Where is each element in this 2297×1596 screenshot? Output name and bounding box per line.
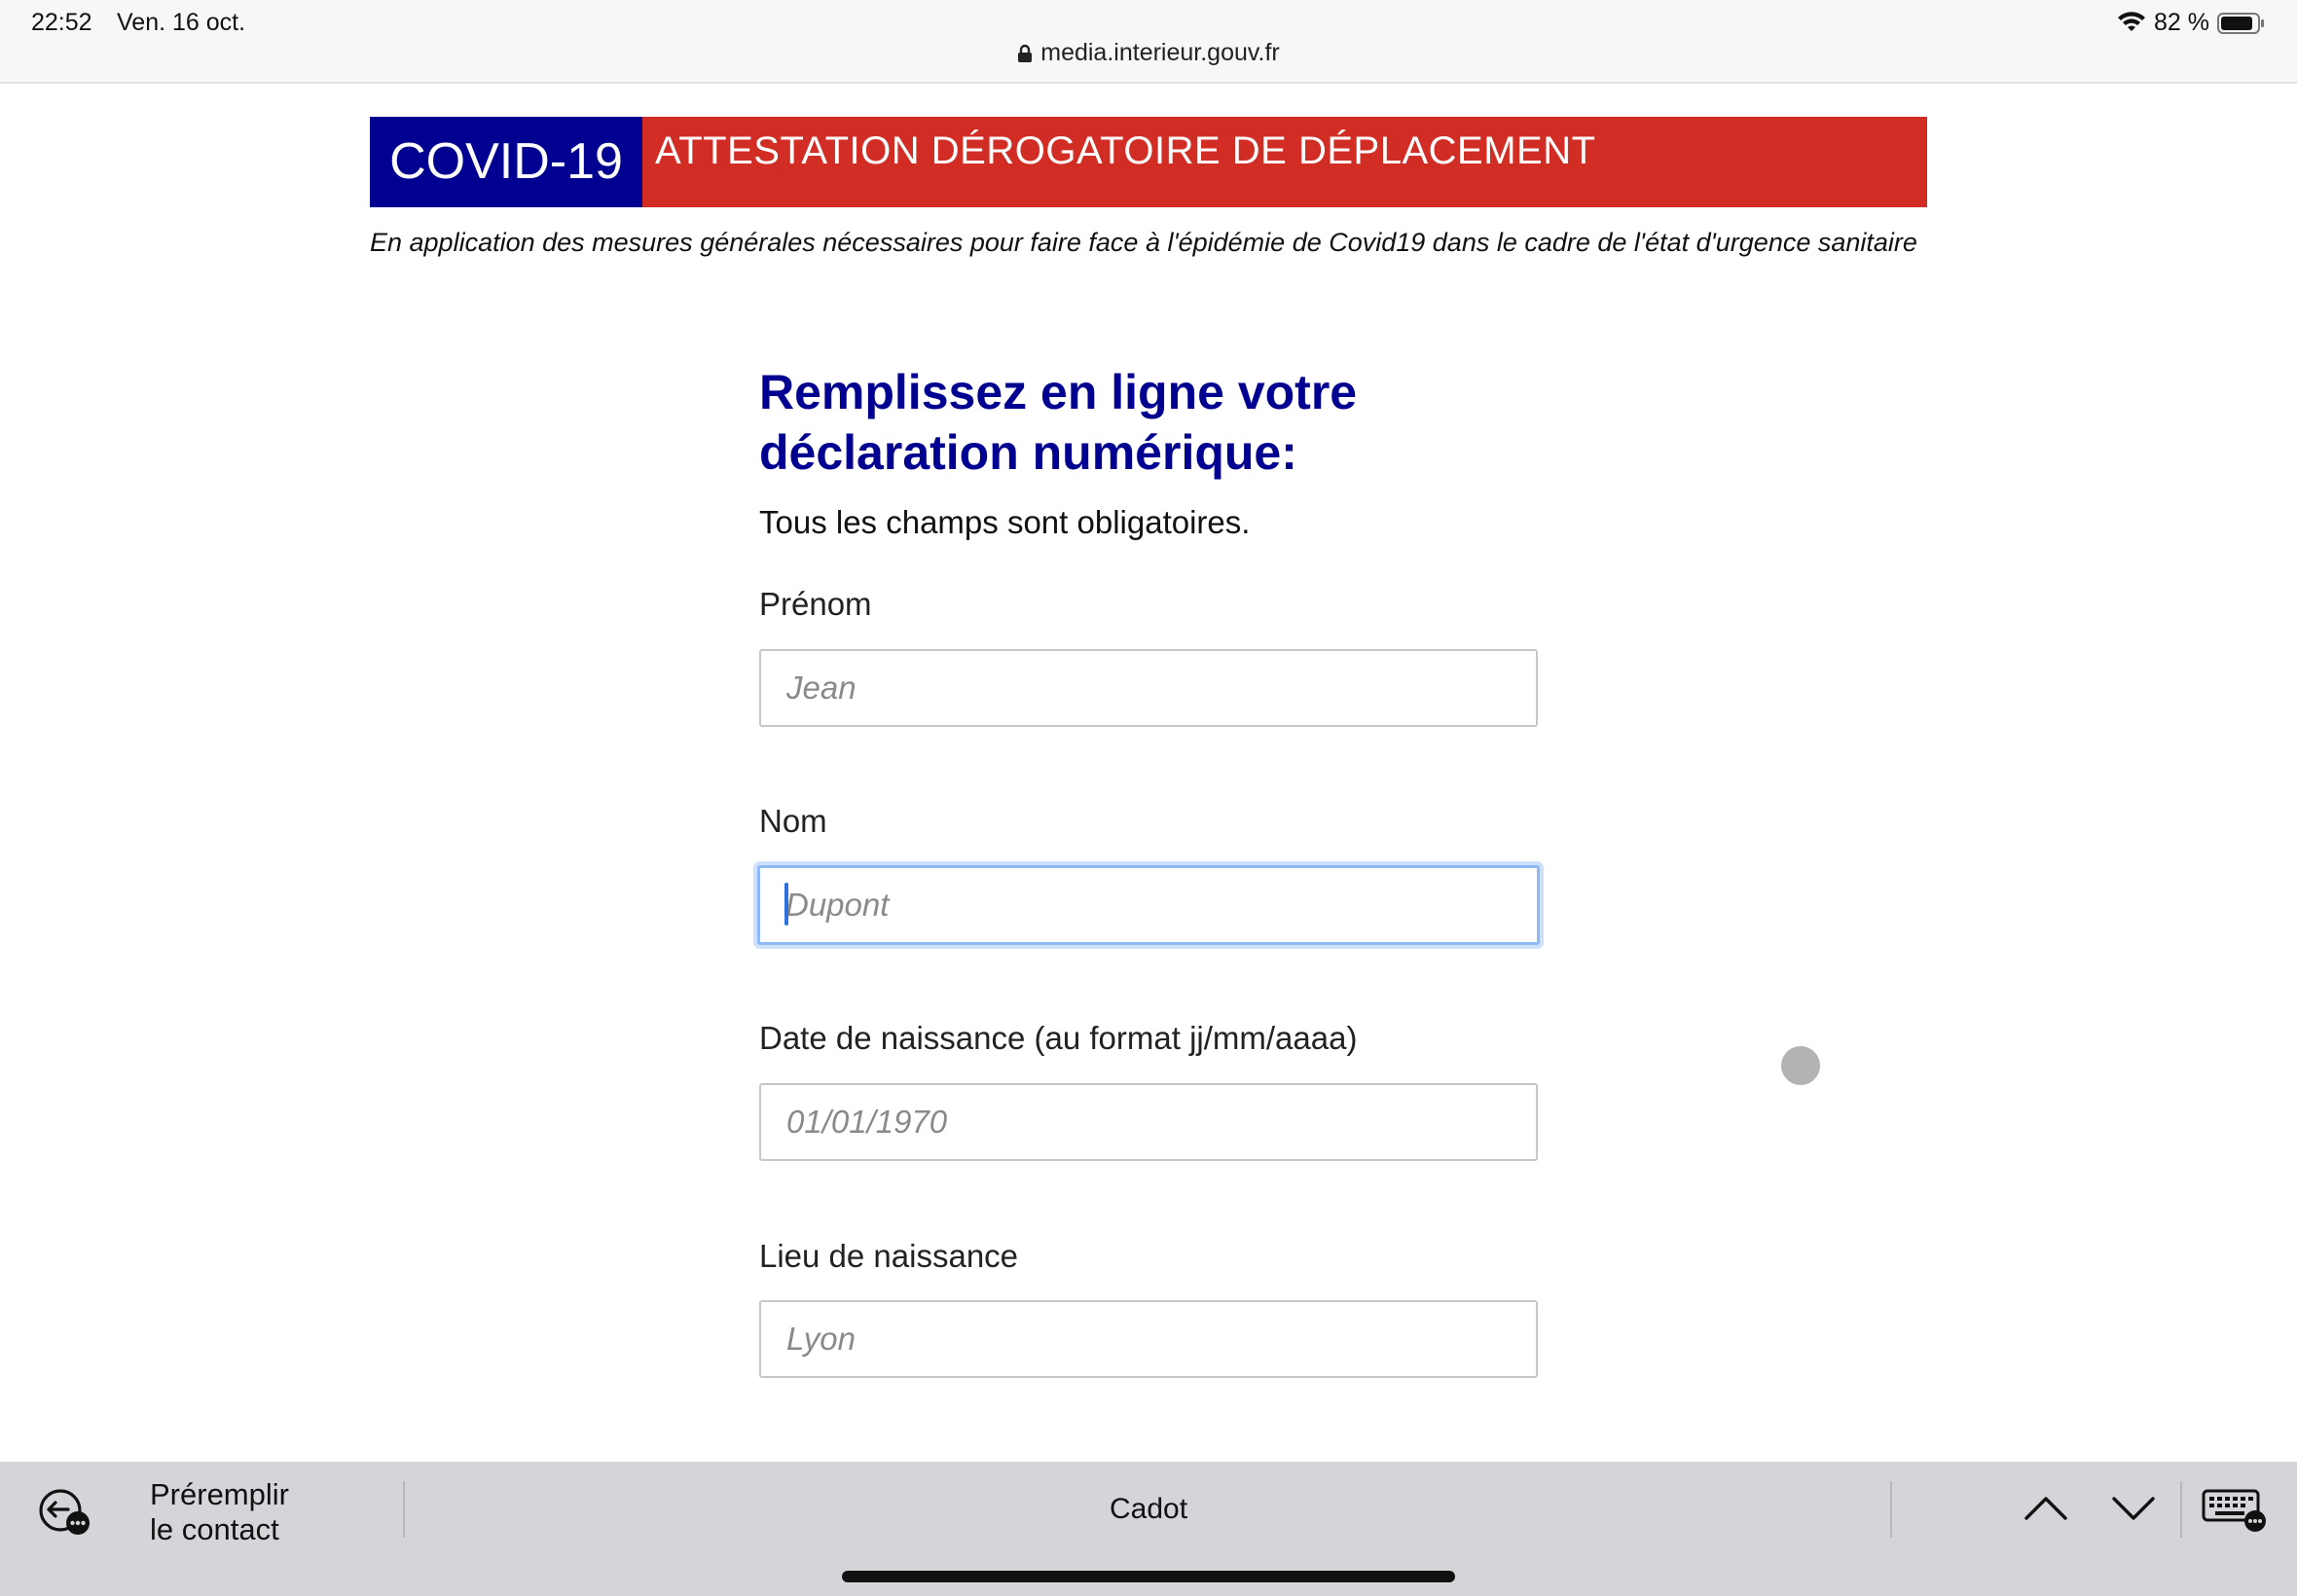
status-indicators (2117, 9, 2266, 37)
chevron-down-icon[interactable] (2110, 1489, 2157, 1533)
prefill-line2: le contact (150, 1512, 279, 1546)
birthdate-label: Date de naissance (au format jj/mm/aaaa) (759, 1020, 1358, 1056)
lastname-input[interactable] (757, 865, 1540, 945)
separator (1890, 1481, 1892, 1538)
lock-icon (1017, 42, 1033, 70)
birthplace-label: Lieu de naissance (759, 1238, 1019, 1274)
keyboard-icon[interactable] (2202, 1487, 2268, 1539)
chevron-up-icon[interactable] (2023, 1489, 2069, 1533)
form-note: Tous les champs sont obligatoires. (759, 504, 1251, 540)
prefill-line1: Préremplir (150, 1477, 289, 1511)
lastname-label: Nom (759, 803, 827, 839)
covid-banner (370, 117, 1927, 207)
firstname-input[interactable] (759, 649, 1538, 727)
status-bar (0, 0, 2297, 84)
text-caret (784, 883, 788, 925)
status-date: Ven. 16 oct. (117, 9, 246, 36)
banner-title: ATTESTATION DÉROGATOIRE DE DÉPLACEMENT (655, 129, 1596, 172)
url-text: media.interieur.gouv.fr (1040, 39, 1280, 66)
assistive-touch-dot[interactable] (1781, 1046, 1820, 1085)
url-bar[interactable] (0, 39, 2297, 70)
status-time: 22:52 (31, 9, 92, 36)
separator (2180, 1481, 2182, 1538)
autocomplete-suggestion[interactable]: Cadot (1109, 1493, 1188, 1525)
wifi-icon (2117, 12, 2146, 35)
birthdate-input[interactable] (759, 1083, 1538, 1161)
firstname-label: Prénom (759, 586, 872, 622)
battery-percent: 82 % (2154, 9, 2209, 36)
form-title: Remplissez en ligne votre déclaration numérique: (759, 365, 1358, 480)
intro-text: En application des mesures générales nécessaires pour faire face à l'épidémie de Covid19 dans le cadre de l'état d'urgence sanitaire (370, 228, 1917, 257)
home-indicator[interactable] (842, 1571, 1455, 1582)
battery-icon (2217, 12, 2266, 35)
covid-badge: COVID-19 (370, 117, 642, 207)
birthplace-input[interactable] (759, 1300, 1538, 1378)
